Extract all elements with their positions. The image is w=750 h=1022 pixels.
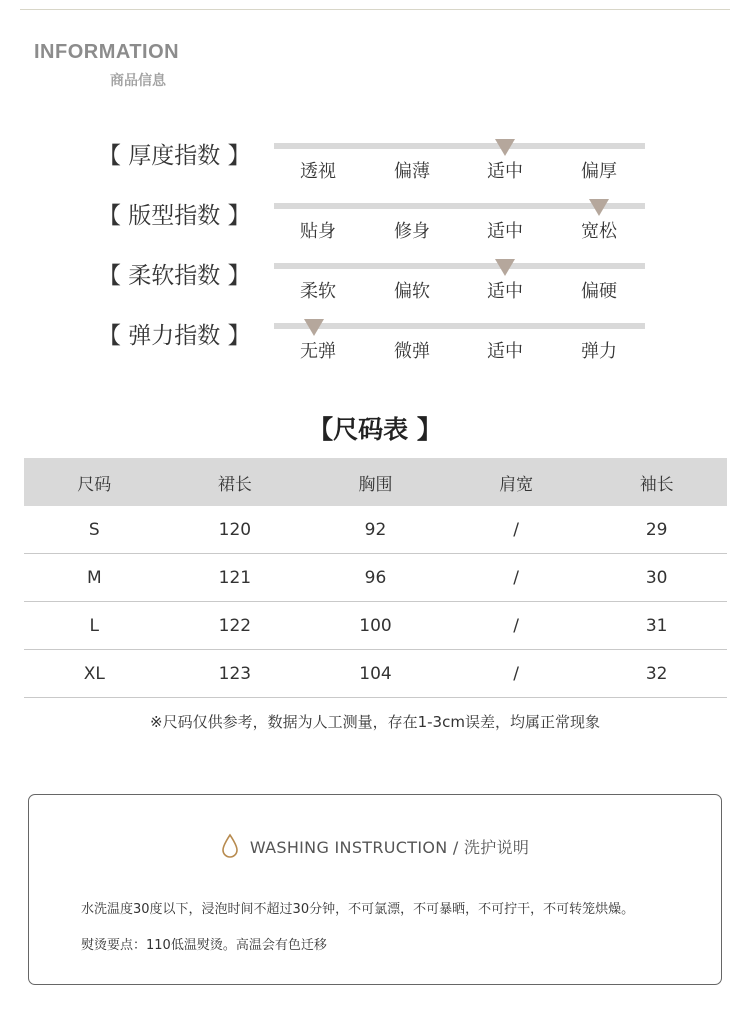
shoulder-col-header: 肩宽 [446,458,587,506]
washing-instruction-box [28,794,722,985]
washing-temperature-text: 水洗温度30度以下，浸泡时间不超过30分钟，不可氯漂，不可暴晒，不可拧干，不可转笼烘燥。 [81,902,635,917]
page-subtitle: 商品信息 [110,73,166,89]
water-drop-icon [221,833,239,859]
index-marker-icon [495,259,515,276]
size-table-title: 【尺码表 】 [308,415,442,444]
index-row [0,137,750,197]
size-col-header: 尺码 [24,458,165,506]
table-cell: / [446,602,587,650]
washing-header [29,833,721,859]
index-option: 适中 [487,161,523,182]
index-option: 无弹 [300,341,336,362]
index-marker-icon [495,139,515,156]
sleeve-col-header: 袖长 [586,458,727,506]
index-scale-bar [274,323,645,329]
page-title: INFORMATION [34,41,180,63]
index-option: 偏硬 [581,281,617,302]
index-label: 【 弹力指数 】 [98,323,251,349]
table-cell: 31 [586,602,727,650]
table-cell: S [24,506,165,554]
index-option: 适中 [487,341,523,362]
size-table [24,458,727,698]
index-option: 宽松 [581,221,617,242]
size-note: ※尺码仅供参考，数据为人工测量，存在1-3cm误差，均属正常现象 [150,713,600,731]
size-table-header-row [24,458,727,506]
table-cell: 122 [165,602,306,650]
table-row [24,650,727,698]
table-cell: / [446,506,587,554]
table-cell: 92 [305,506,446,554]
table-cell: 104 [305,650,446,698]
table-cell: 121 [165,554,306,602]
length-col-header: 裙长 [165,458,306,506]
index-row [0,257,750,317]
index-label: 【 版型指数 】 [98,203,251,229]
index-scale-bar [274,263,645,269]
index-row [0,197,750,257]
table-cell: / [446,650,587,698]
table-cell: 96 [305,554,446,602]
ironing-text: 熨烫要点：110低温熨烫。高温会有色迁移 [81,938,327,953]
index-option: 微弹 [394,341,430,362]
index-row [0,317,750,377]
table-cell: M [24,554,165,602]
index-label: 【 柔软指数 】 [98,263,251,289]
index-option: 适中 [487,281,523,302]
index-option: 偏厚 [581,161,617,182]
bust-col-header: 胸围 [305,458,446,506]
table-cell: 30 [586,554,727,602]
table-cell: 123 [165,650,306,698]
index-marker-icon [589,199,609,216]
index-scale-bar [274,143,645,149]
index-label: 【 厚度指数 】 [98,143,251,169]
index-option: 修身 [394,221,430,242]
index-option: 柔软 [300,281,336,302]
table-cell: XL [24,650,165,698]
table-cell: 29 [586,506,727,554]
index-option: 适中 [487,221,523,242]
table-cell: 100 [305,602,446,650]
table-row [24,506,727,554]
index-marker-icon [304,319,324,336]
index-option: 偏软 [394,281,430,302]
table-cell: L [24,602,165,650]
index-option: 弹力 [581,341,617,362]
table-cell: 120 [165,506,306,554]
index-option: 贴身 [300,221,336,242]
index-option: 透视 [300,161,336,182]
table-cell: 32 [586,650,727,698]
top-divider [20,9,730,10]
washing-title: WASHING INSTRUCTION / 洗护说明 [249,837,530,857]
table-row [24,554,727,602]
table-row [24,602,727,650]
index-option: 偏薄 [394,161,430,182]
table-cell: / [446,554,587,602]
